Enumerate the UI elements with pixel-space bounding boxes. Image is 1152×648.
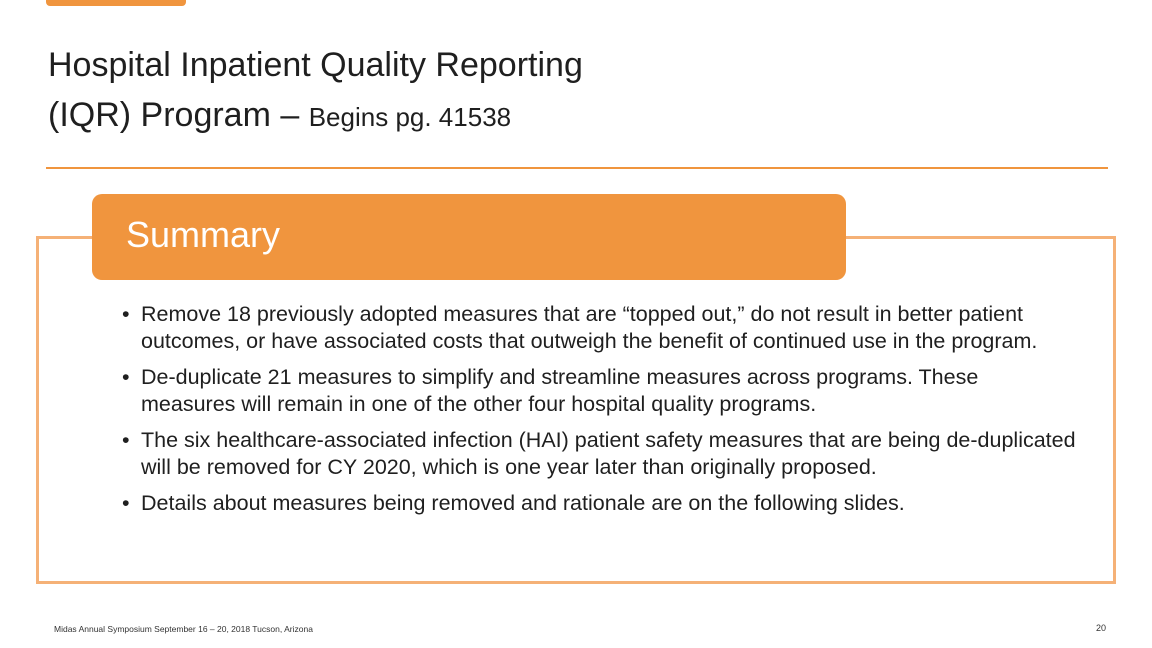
title-page-reference: Begins pg. 41538 <box>308 102 512 132</box>
bullet-item: • De-duplicate 21 measures to simplify and streamline measures across programs. These measures will remain in one of the other four hospital quality programs. <box>116 364 1076 418</box>
title-divider <box>46 167 1108 169</box>
slide-page-number: 20 <box>1095 623 1106 633</box>
title-line-2: (IQR) Program – <box>48 96 309 134</box>
bullet-item: • Remove 18 previously adopted measures that are “topped out,” do not result in better patient outcomes, or have associated costs that outweigh the benefit of continued use in the program. <box>116 301 1076 355</box>
summary-bullet-list <box>116 301 1076 526</box>
footer-event-info: Midas Annual Symposium September 16 – 20, 2018 Tucson, Arizona <box>54 624 313 634</box>
summary-header <box>92 194 846 280</box>
summary-heading: Summary <box>126 214 281 255</box>
slide-title <box>48 40 1048 142</box>
bullet-item: • Details about measures being removed and rationale are on the following slides. <box>116 490 1076 517</box>
top-accent-tab <box>46 0 186 6</box>
bullet-item: • The six healthcare-associated infection (HAI) patient safety measures that are being de-duplicated will be removed for CY 2020, which is one year later than originally proposed. <box>116 427 1076 481</box>
title-line-1: Hospital Inpatient Quality Reporting <box>48 46 583 84</box>
